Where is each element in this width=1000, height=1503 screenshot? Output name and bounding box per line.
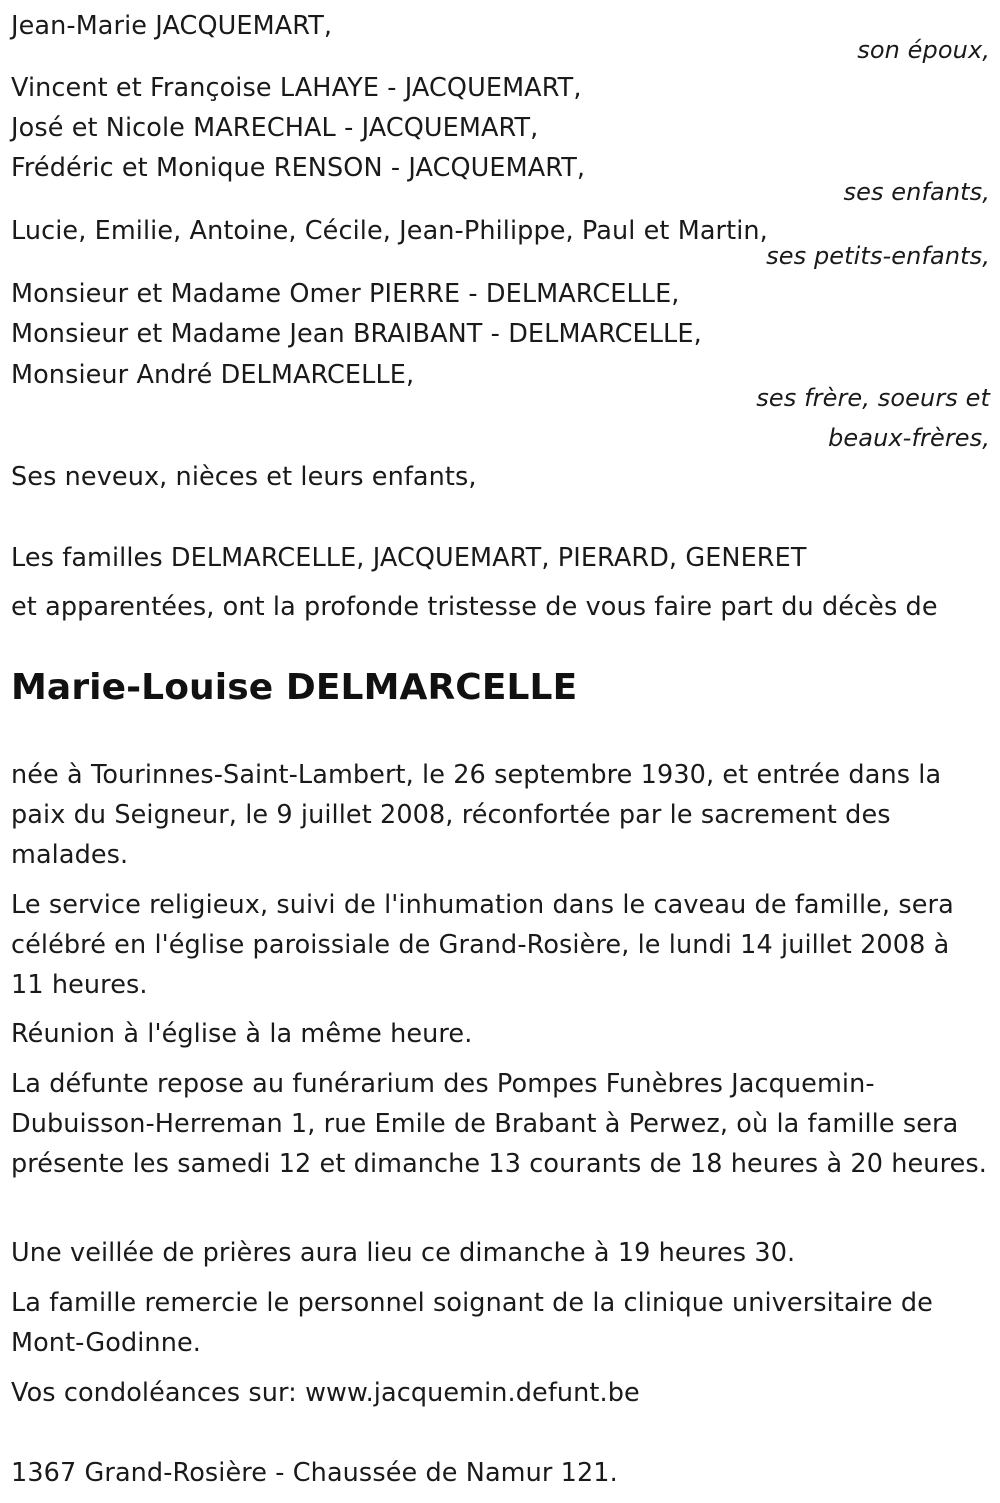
condolences-paragraph: Vos condoléances sur: www.jacquemin.defunt.be <box>11 1378 640 1408</box>
address-line: 1367 Grand-Rosière - Chaussée de Namur 121. <box>11 1458 618 1488</box>
vigil-paragraph: Une veillée de prières aura lieu ce dimanche à 19 heures 30. <box>11 1238 796 1268</box>
siblings-relation-line-2: beaux-frères, <box>828 424 990 452</box>
birth-death-paragraph: née à Tourinnes-Saint-Lambert, le 26 septembre 1930, et entrée dans la paix du Seigneur, le 9 juillet 2008, réconfortée par le sacrement des malades. <box>11 760 942 870</box>
funerarium-paragraph: La défunte repose au funérarium des Pompes Funèbres Jacquemin-Dubuisson-Herreman 1, rue Emile de Brabant à Perwez, où la famille sera présente les samedi 12 et dimanche 13 courants de 18 heures à 20 heures. <box>11 1069 987 1179</box>
thanks-paragraph: La famille remercie le personnel soignant de la clinique universitaire de Mont-Godinne. <box>11 1288 933 1358</box>
deceased-name: Marie-Louise DELMARCELLE <box>11 667 578 708</box>
spouse-name: Jean-Marie JACQUEMART, <box>11 11 333 41</box>
obituary-notice <box>11 0 990 1503</box>
announcement-line: et apparentées, ont la profonde tristesse de vous faire part du décès de <box>11 592 938 622</box>
sibling-line-2: Monsieur et Madame Jean BRAIBANT - DELMARCELLE, <box>11 319 702 349</box>
grandchildren-relation: ses petits-enfants, <box>766 242 990 270</box>
grandchildren-names: Lucie, Emilie, Antoine, Cécile, Jean-Philippe, Paul et Martin, <box>11 216 768 246</box>
sibling-line-1: Monsieur et Madame Omer PIERRE - DELMARCELLE, <box>11 279 680 309</box>
nephews-line: Ses neveux, nièces et leurs enfants, <box>11 462 477 492</box>
meeting-paragraph: Réunion à l'église à la même heure. <box>11 1019 473 1049</box>
service-paragraph: Le service religieux, suivi de l'inhumation dans le caveau de famille, sera célébré en l'église paroissiale de Grand-Rosière, le lundi 14 juillet 2008 à 11 heures. <box>11 890 954 1000</box>
child-line-1: Vincent et Françoise LAHAYE - JACQUEMART, <box>11 73 582 103</box>
sibling-line-3: Monsieur André DELMARCELLE, <box>11 360 415 390</box>
children-relation: ses enfants, <box>843 178 990 206</box>
siblings-relation-line-1: ses frère, soeurs et <box>756 384 990 412</box>
spouse-relation: son époux, <box>857 36 990 64</box>
child-line-2: José et Nicole MARECHAL - JACQUEMART, <box>11 113 539 143</box>
child-line-3: Frédéric et Monique RENSON - JACQUEMART, <box>11 153 586 183</box>
families-line: Les familles DELMARCELLE, JACQUEMART, PIERARD, GENERET <box>11 543 807 573</box>
